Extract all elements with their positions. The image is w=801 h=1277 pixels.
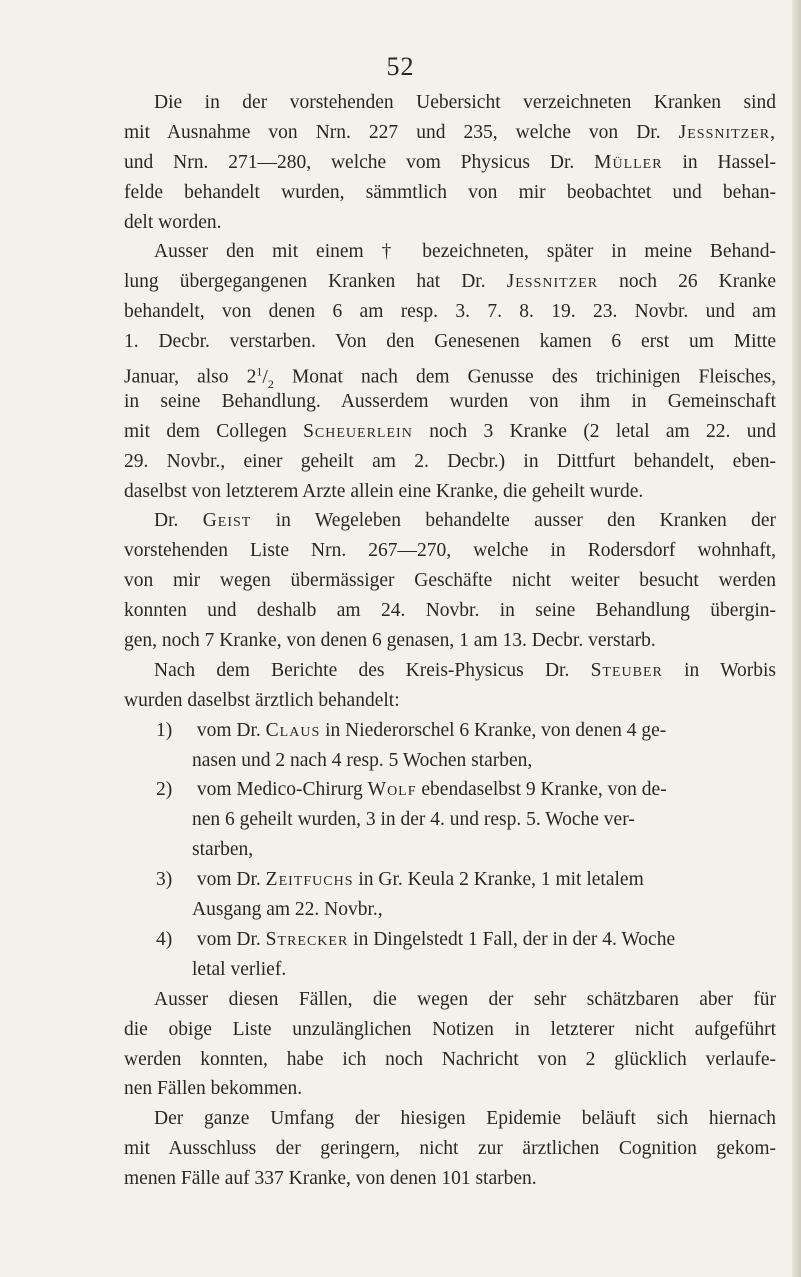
person-name: Claus [265,719,321,741]
text-line: menen Fälle auf 337 Kranke, von denen 101 starben. [124,1168,537,1190]
text-line: Die in der vorstehenden Uebersicht verzeichneten Kranken sind [154,92,776,113]
list-number: 1) [156,719,173,741]
text-line: werden konnten, habe ich noch Nachricht von 2 glücklich verlaufe- [124,1048,776,1070]
text-line: mit dem Collegen Scheuerlein noch 3 Kranke (2 letal am 22. und [124,420,777,442]
list-item: 4) vom Dr. Strecker in Dingelstedt 1 Fall, der in der 4. Woche [124,925,776,955]
text-line: Dr. Geist in Wegeleben behandelte ausser den Kranken der [154,510,777,532]
list-number: 2) [156,779,173,801]
text-line: Ausser den mit einem † bezeichneten, später in meine Behand- [154,241,776,263]
text-line: 1. Decbr. verstarben. Von den Genesenen kamen 6 erst um Mitte [124,331,776,353]
list-number: 4) [156,928,173,950]
text-line: behandelt, von denen 6 am resp. 3. 7. 8. 19. 23. Novbr. und am [124,301,776,323]
text-line: mit Ausnahme von Nrn. 227 und 235, welche von Dr. Jessnitzer, [124,121,776,143]
text-line: Januar, also $2^1/_2$ Monat nach dem Genusse des trichinigen Fleisches, [124,364,777,391]
person-name: Zeitfuchs [265,869,354,891]
text-line: und Nrn. 271—280, welche vom Physicus Dr. Müller in Hassel- [124,151,777,173]
text-line: Der ganze Umfang der hiesigen Epidemie beläuft sich hiernach [154,1108,776,1130]
person-name: Wolf [367,779,417,801]
text-line: Ausser diesen Fällen, die wegen der sehr schätzbaren aber für [154,988,776,1010]
text-line: delt worden. [124,211,222,233]
text-line: wurden daselbst ärztlich behandelt: [124,689,400,711]
list-item-continuation: nen 6 geheilt wurden, 3 in der 4. und resp. 5. Woche ver- [192,809,635,831]
text-line: konnten und deshalb am 24. Novbr. in seine Behandlung übergin- [124,600,776,622]
page-number: 52 [386,52,415,81]
person-name: Strecker [265,928,349,950]
text-line: mit Ausschluss der geringern, nicht zur ärztlichen Cognition gekom- [124,1138,776,1160]
list-item-continuation: starben, [192,839,254,861]
text-line: lung übergegangenen Kranken hat Dr. Jessnitzer noch 26 Kranke [124,271,777,293]
page-edge [792,0,801,1277]
person-name: Jessnitzer, [678,121,776,143]
person-name: Müller [594,151,663,173]
text-line: Nach dem Berichte des Kreis-Physicus Dr. Steuber in Worbis [154,659,776,681]
person-name: Geist [202,510,252,532]
body-text [124,88,776,1194]
text-line: 29. Novbr., einer geheilt am 2. Decbr.) in Dittfurt behandelt, eben- [124,450,776,472]
list-item: 2) vom Medico-Chirurg Wolf ebendaselbst 9 Kranke, von de- [124,775,776,805]
list-item: 3) vom Dr. Zeitfuchs in Gr. Keula 2 Kranke, 1 mit letalem [124,865,776,895]
text-line: gen, noch 7 Kranke, von denen 6 genasen, 1 am 13. Decbr. verstarb. [124,630,656,652]
text-line: von mir wegen übermässiger Geschäfte nicht weiter besucht werden [124,570,776,592]
text-line: felde behandelt wurden, sämmtlich von mir beobachtet und behan- [124,181,776,203]
text-line: daselbst von letzterem Arzte allein eine Kranke, die geheilt wurde. [124,480,644,502]
person-name: Scheuerlein [303,420,413,442]
list-item: 1) vom Dr. Claus in Niederorschel 6 Kranke, von denen 4 ge- [124,716,776,746]
person-name: Jessnitzer [506,271,599,293]
list-item-continuation: nasen und 2 nach 4 resp. 5 Wochen starben, [192,749,533,771]
list-item-continuation: letal verlief. [192,958,287,980]
fraction: $^1/_2$ [256,364,274,391]
person-name: Steuber [590,659,663,681]
text-line: nen Fällen bekommen. [124,1078,303,1100]
list-number: 3) [156,869,173,891]
list-item-continuation: Ausgang am 22. Novbr., [192,899,383,921]
text-line: vorstehenden Liste Nrn. 267—270, welche in Rodersdorf wohnhaft, [124,540,776,562]
text-line: in seine Behandlung. Ausserdem wurden von ihm in Gemeinschaft [124,390,776,412]
text-line: die obige Liste unzulänglichen Notizen in letzterer nicht aufgeführt [124,1018,776,1040]
